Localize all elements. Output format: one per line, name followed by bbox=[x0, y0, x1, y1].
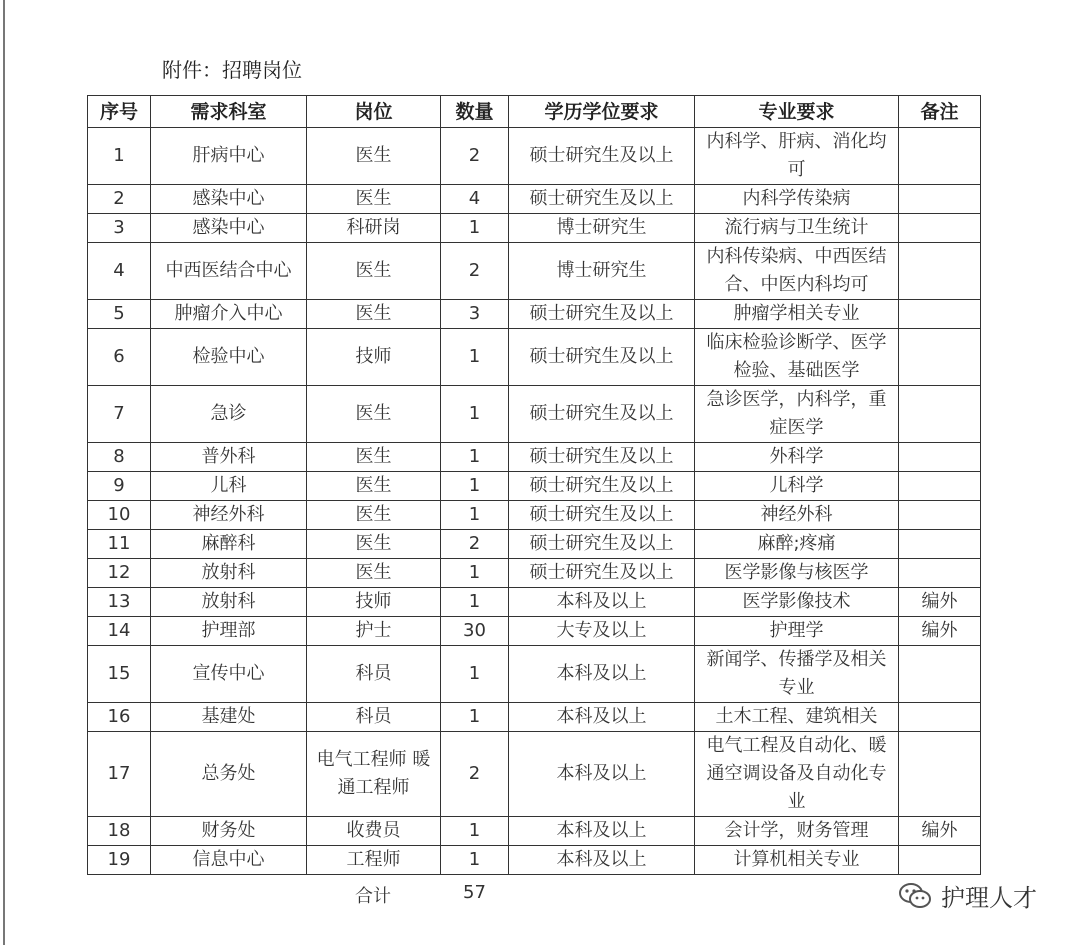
table-row bbox=[88, 530, 981, 559]
cell-post: 医生 bbox=[307, 185, 441, 214]
table-row bbox=[88, 617, 981, 646]
cell-dept: 财务处 bbox=[151, 817, 307, 846]
header-dept: 需求科室 bbox=[151, 96, 307, 128]
cell-note bbox=[899, 329, 981, 386]
cell-note bbox=[899, 703, 981, 732]
cell-dept: 中西医结合中心 bbox=[151, 243, 307, 300]
cell-post: 医生 bbox=[307, 128, 441, 185]
cell-edu: 硕士研究生及以上 bbox=[509, 530, 695, 559]
cell-major: 外科学 bbox=[695, 443, 899, 472]
cell-note bbox=[899, 214, 981, 243]
cell-count: 1 bbox=[441, 588, 509, 617]
cell-dept: 宣传中心 bbox=[151, 646, 307, 703]
table-row bbox=[88, 501, 981, 530]
cell-post: 工程师 bbox=[307, 846, 441, 875]
cell-no: 3 bbox=[88, 214, 151, 243]
cell-post: 科员 bbox=[307, 703, 441, 732]
cell-major: 神经外科 bbox=[695, 501, 899, 530]
cell-dept: 基建处 bbox=[151, 703, 307, 732]
cell-edu: 本科及以上 bbox=[509, 588, 695, 617]
table-row bbox=[88, 243, 981, 300]
table-row bbox=[88, 703, 981, 732]
cell-edu: 硕士研究生及以上 bbox=[509, 185, 695, 214]
cell-count: 1 bbox=[441, 472, 509, 501]
table-row bbox=[88, 817, 981, 846]
cell-major: 儿科学 bbox=[695, 472, 899, 501]
table-row bbox=[88, 443, 981, 472]
cell-major: 临床检验诊断学、医学检验、基础医学 bbox=[695, 329, 899, 386]
cell-no: 4 bbox=[88, 243, 151, 300]
cell-count: 2 bbox=[441, 128, 509, 185]
cell-note bbox=[899, 501, 981, 530]
cell-major: 内科传染病、中西医结合、中医内科均可 bbox=[695, 243, 899, 300]
cell-edu: 本科及以上 bbox=[509, 732, 695, 817]
header-major: 专业要求 bbox=[695, 96, 899, 128]
cell-note bbox=[899, 846, 981, 875]
cell-post: 电气工程师 暖通工程师 bbox=[307, 732, 441, 817]
cell-no: 2 bbox=[88, 185, 151, 214]
cell-major: 电气工程及自动化、暖通空调设备及自动化专业 bbox=[695, 732, 899, 817]
cell-note bbox=[899, 559, 981, 588]
cell-post: 收费员 bbox=[307, 817, 441, 846]
table-row bbox=[88, 300, 981, 329]
cell-edu: 硕士研究生及以上 bbox=[509, 501, 695, 530]
cell-note bbox=[899, 185, 981, 214]
cell-edu: 本科及以上 bbox=[509, 846, 695, 875]
cell-count: 2 bbox=[441, 732, 509, 817]
cell-post: 医生 bbox=[307, 443, 441, 472]
header-note: 备注 bbox=[899, 96, 981, 128]
cell-no: 8 bbox=[88, 443, 151, 472]
cell-edu: 硕士研究生及以上 bbox=[509, 128, 695, 185]
cell-note bbox=[899, 300, 981, 329]
cell-major: 新闻学、传播学及相关专业 bbox=[695, 646, 899, 703]
cell-edu: 博士研究生 bbox=[509, 243, 695, 300]
cell-note bbox=[899, 386, 981, 443]
cell-post: 医生 bbox=[307, 530, 441, 559]
cell-no: 18 bbox=[88, 817, 151, 846]
cell-dept: 放射科 bbox=[151, 559, 307, 588]
cell-count: 30 bbox=[441, 617, 509, 646]
page-title: 附件：招聘岗位 bbox=[162, 58, 302, 82]
cell-edu: 本科及以上 bbox=[509, 817, 695, 846]
table-row bbox=[88, 732, 981, 817]
cell-note bbox=[899, 128, 981, 185]
cell-no: 17 bbox=[88, 732, 151, 817]
cell-dept: 总务处 bbox=[151, 732, 307, 817]
cell-post: 技师 bbox=[307, 588, 441, 617]
cell-edu: 本科及以上 bbox=[509, 703, 695, 732]
cell-no: 5 bbox=[88, 300, 151, 329]
table-row bbox=[88, 588, 981, 617]
cell-count: 1 bbox=[441, 443, 509, 472]
cell-count: 1 bbox=[441, 501, 509, 530]
cell-post: 技师 bbox=[307, 329, 441, 386]
cell-dept: 普外科 bbox=[151, 443, 307, 472]
cell-edu: 博士研究生 bbox=[509, 214, 695, 243]
cell-dept: 麻醉科 bbox=[151, 530, 307, 559]
cell-note bbox=[899, 243, 981, 300]
cell-edu: 硕士研究生及以上 bbox=[509, 443, 695, 472]
cell-no: 14 bbox=[88, 617, 151, 646]
cell-no: 15 bbox=[88, 646, 151, 703]
table-row bbox=[88, 846, 981, 875]
cell-post: 护士 bbox=[307, 617, 441, 646]
cell-note bbox=[899, 443, 981, 472]
cell-major: 计算机相关专业 bbox=[695, 846, 899, 875]
cell-count: 1 bbox=[441, 703, 509, 732]
cell-note: 编外 bbox=[899, 617, 981, 646]
table-row bbox=[88, 559, 981, 588]
table-header-row bbox=[88, 96, 981, 128]
cell-post: 医生 bbox=[307, 472, 441, 501]
cell-count: 1 bbox=[441, 846, 509, 875]
cell-no: 19 bbox=[88, 846, 151, 875]
cell-no: 1 bbox=[88, 128, 151, 185]
cell-count: 1 bbox=[441, 559, 509, 588]
total-label: 合计 bbox=[355, 886, 391, 907]
cell-major: 内科学传染病 bbox=[695, 185, 899, 214]
cell-major: 肿瘤学相关专业 bbox=[695, 300, 899, 329]
cell-major: 麻醉;疼痛 bbox=[695, 530, 899, 559]
cell-major: 医学影像技术 bbox=[695, 588, 899, 617]
cell-post: 医生 bbox=[307, 501, 441, 530]
cell-major: 流行病与卫生统计 bbox=[695, 214, 899, 243]
table-row bbox=[88, 472, 981, 501]
cell-dept: 感染中心 bbox=[151, 214, 307, 243]
cell-edu: 大专及以上 bbox=[509, 617, 695, 646]
cell-edu: 硕士研究生及以上 bbox=[509, 300, 695, 329]
cell-edu: 本科及以上 bbox=[509, 646, 695, 703]
cell-no: 7 bbox=[88, 386, 151, 443]
cell-major: 会计学，财务管理 bbox=[695, 817, 899, 846]
cell-edu: 硕士研究生及以上 bbox=[509, 329, 695, 386]
cell-no: 10 bbox=[88, 501, 151, 530]
cell-no: 9 bbox=[88, 472, 151, 501]
watermark-text: 护理人才 bbox=[941, 884, 1037, 912]
cell-post: 医生 bbox=[307, 300, 441, 329]
cell-count: 4 bbox=[441, 185, 509, 214]
header-edu: 学历学位要求 bbox=[509, 96, 695, 128]
cell-major: 土木工程、建筑相关 bbox=[695, 703, 899, 732]
cell-note bbox=[899, 732, 981, 817]
header-no: 序号 bbox=[88, 96, 151, 128]
cell-dept: 检验中心 bbox=[151, 329, 307, 386]
cell-count: 1 bbox=[441, 646, 509, 703]
cell-dept: 肿瘤介入中心 bbox=[151, 300, 307, 329]
table-row bbox=[88, 185, 981, 214]
cell-note: 编外 bbox=[899, 588, 981, 617]
cell-post: 医生 bbox=[307, 386, 441, 443]
cell-count: 2 bbox=[441, 530, 509, 559]
cell-dept: 神经外科 bbox=[151, 501, 307, 530]
watermark bbox=[897, 878, 1037, 913]
wechat-icon bbox=[897, 881, 933, 911]
cell-count: 1 bbox=[441, 214, 509, 243]
cell-dept: 护理部 bbox=[151, 617, 307, 646]
cell-edu: 硕士研究生及以上 bbox=[509, 559, 695, 588]
cell-note bbox=[899, 530, 981, 559]
cell-major: 急诊医学，内科学，重症医学 bbox=[695, 386, 899, 443]
cell-major: 护理学 bbox=[695, 617, 899, 646]
cell-count: 1 bbox=[441, 386, 509, 443]
cell-post: 医生 bbox=[307, 243, 441, 300]
cell-no: 11 bbox=[88, 530, 151, 559]
cell-dept: 儿科 bbox=[151, 472, 307, 501]
cell-no: 13 bbox=[88, 588, 151, 617]
cell-dept: 放射科 bbox=[151, 588, 307, 617]
page-left-border bbox=[3, 0, 5, 945]
cell-post: 科研岗 bbox=[307, 214, 441, 243]
cell-major: 医学影像与核医学 bbox=[695, 559, 899, 588]
cell-post: 医生 bbox=[307, 559, 441, 588]
cell-post: 科员 bbox=[307, 646, 441, 703]
job-table bbox=[87, 95, 981, 875]
cell-note bbox=[899, 472, 981, 501]
cell-count: 2 bbox=[441, 243, 509, 300]
table-row bbox=[88, 214, 981, 243]
cell-edu: 硕士研究生及以上 bbox=[509, 472, 695, 501]
table-row bbox=[88, 128, 981, 185]
cell-no: 6 bbox=[88, 329, 151, 386]
table-row bbox=[88, 329, 981, 386]
cell-dept: 肝病中心 bbox=[151, 128, 307, 185]
cell-note: 编外 bbox=[899, 817, 981, 846]
cell-count: 1 bbox=[441, 817, 509, 846]
cell-count: 1 bbox=[441, 329, 509, 386]
cell-no: 16 bbox=[88, 703, 151, 732]
cell-count: 3 bbox=[441, 300, 509, 329]
cell-note bbox=[899, 646, 981, 703]
total-value: 57 bbox=[463, 882, 486, 903]
cell-dept: 急诊 bbox=[151, 386, 307, 443]
cell-dept: 感染中心 bbox=[151, 185, 307, 214]
table-row bbox=[88, 386, 981, 443]
cell-major: 内科学、肝病、消化均可 bbox=[695, 128, 899, 185]
header-count: 数量 bbox=[441, 96, 509, 128]
header-post: 岗位 bbox=[307, 96, 441, 128]
table-row bbox=[88, 646, 981, 703]
cell-edu: 硕士研究生及以上 bbox=[509, 386, 695, 443]
cell-dept: 信息中心 bbox=[151, 846, 307, 875]
cell-no: 12 bbox=[88, 559, 151, 588]
